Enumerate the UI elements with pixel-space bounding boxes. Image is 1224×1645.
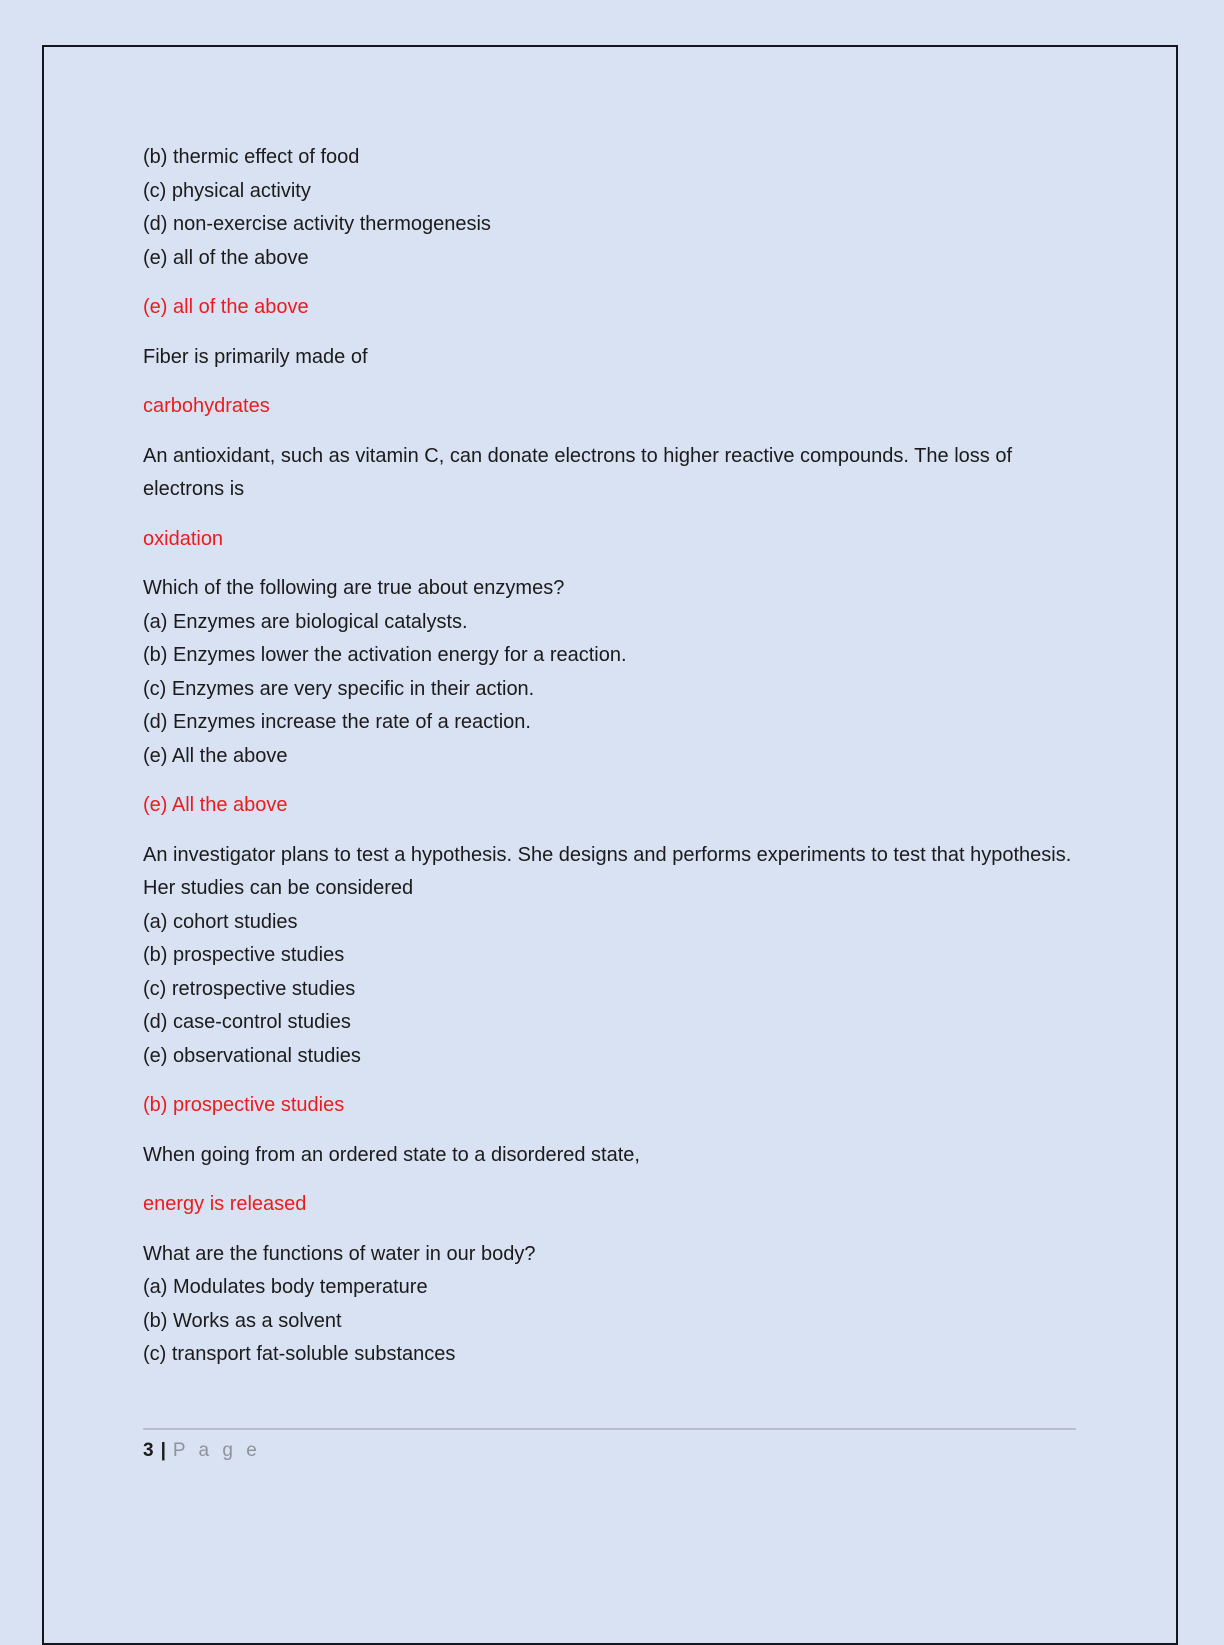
question-options-block (143, 1238, 1083, 1372)
question-text: When going from an ordered state to a disordered state, (143, 1143, 640, 1166)
option-line: (e) All the above (143, 744, 288, 767)
option-line: (c) physical activity (143, 179, 311, 202)
question-text: Fiber is primarily made of (143, 345, 368, 368)
question-line: What are the functions of water in our body? (143, 1242, 536, 1265)
page-number: 3 (143, 1440, 154, 1461)
question-options-block (143, 141, 1083, 275)
footer-page-number (143, 1439, 1076, 1463)
question-options-block (143, 572, 1083, 773)
answer-text: (e) all of the above (143, 296, 309, 318)
option-line: (d) case-control studies (143, 1011, 351, 1033)
option-line: (a) Modulates body temperature (143, 1276, 428, 1298)
option-line: (c) retrospective studies (143, 977, 356, 1000)
option-line: (c) Enzymes are very specific in their action. (143, 677, 535, 700)
option-line: (e) all of the above (143, 246, 309, 269)
answer-text: carbohydrates (143, 395, 270, 417)
page-content (143, 141, 1083, 1388)
page-footer (143, 1428, 1076, 1463)
question-line: An investigator plans to test a hypothesis. She designs and performs experiments to test that hypothesis. Her studies can be considered (143, 843, 1072, 899)
option-line: (b) thermic effect of food (143, 146, 360, 168)
option-line: (a) Enzymes are biological catalysts. (143, 610, 468, 633)
question-options-block (143, 839, 1083, 1074)
option-line: (b) Works as a solvent (143, 1309, 342, 1332)
answer-text: (e) All the above (143, 794, 288, 816)
answer-text: energy is released (143, 1193, 307, 1215)
option-line: (c) transport fat-soluble substances (143, 1343, 456, 1365)
footer-label: P a g e (172, 1440, 261, 1461)
option-line: (b) prospective studies (143, 944, 345, 966)
answer-text: oxidation (143, 527, 224, 550)
footer-divider-line (143, 1428, 1076, 1430)
footer-separator: | (160, 1440, 166, 1461)
answer-text: (b) prospective studies (143, 1094, 345, 1116)
option-line: (e) observational studies (143, 1044, 361, 1067)
option-line: (d) non-exercise activity thermogenesis (143, 213, 491, 235)
option-line: (b) Enzymes lower the activation energy for a reaction. (143, 644, 627, 666)
question-line: Which of the following are true about enzymes? (143, 577, 565, 599)
option-line: (a) cohort studies (143, 910, 298, 933)
question-text: An antioxidant, such as vitamin C, can donate electrons to higher reactive compounds. The loss of electrons is (143, 444, 1013, 500)
option-line: (d) Enzymes increase the rate of a reaction. (143, 711, 531, 733)
